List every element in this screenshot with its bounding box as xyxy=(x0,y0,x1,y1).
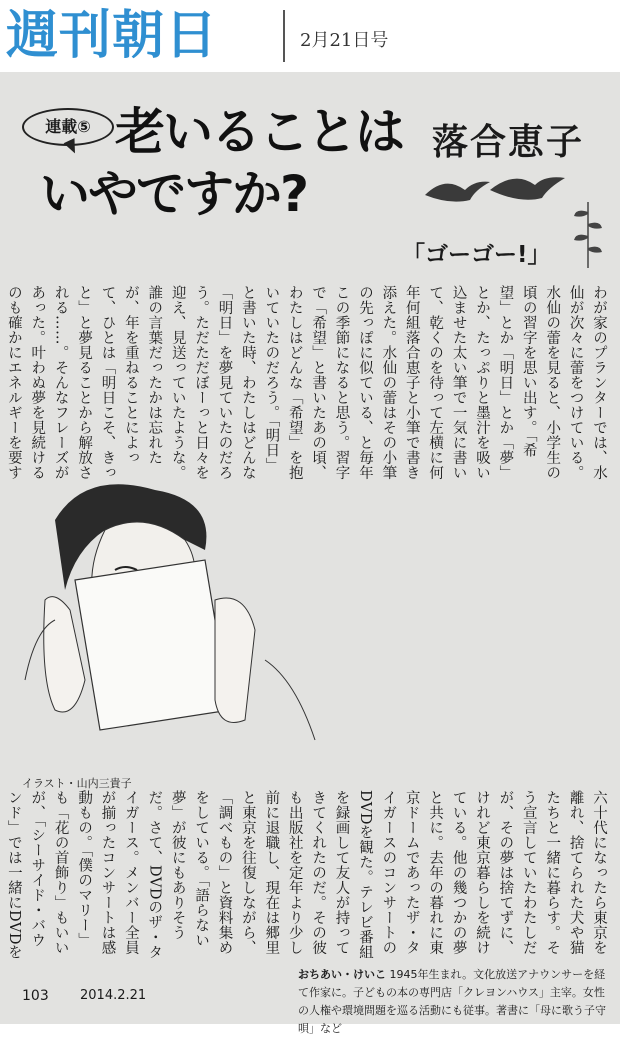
page-date: 2014.2.21 xyxy=(80,988,147,1003)
author-name: 落合恵子 xyxy=(432,121,585,163)
article-title-line2: いやですか? xyxy=(40,165,308,223)
masthead-divider xyxy=(283,10,285,62)
article-title-line1: 老いることは xyxy=(115,103,403,161)
bio-text: 1945年生まれ。文化放送アナウンサーを経て作家に。子どもの本の専門店「クレヨンハウス」主宰。女性の人権や環境問題を巡る活動にも従事。著書に「母に歌う子守唄」など xyxy=(298,968,606,1035)
author-bio xyxy=(298,966,608,1038)
body-text-upper: わが家のプランターでは、水仙が次々に蕾をつけている。水仙の蕾を見ると、小学生の頃の習字を思い出す。「希望」とか「明日」とか「夢」とか、たっぷりと墨汁を吸い込ませた太い筆で一気に書いて、乾くのを待って左横に何年何組落合恵子と小筆で書き添えた。水仙の蕾はその小筆の先っぽに似ている、と毎年この季節になると思う。習字で「希望」と書いたあの頃、わたしはどんな「希望」を抱いていたのだろう。「明日」と書いた時、わたしはどんな「明日」を夢見ていたのだろう。ただただぼーっと日々を迎え、見送っていたような。誰の言葉だったかは忘れたが、年を重ねることによって、ひとは「明日こそ、きっと」と夢見ることから解放される……。そんなフレーズがあった。叶わぬ夢を見続けるのも確かにエネルギーを要す xyxy=(5,285,607,480)
masthead xyxy=(0,0,410,72)
body-text-lower: 六十代になったら東京を離れ、捨てられた犬や猫たちと一緒に暮らす。そう宣言していたわたしだが、その夢は捨てずに、けれど東京暮らしを続けている。他の幾つかの夢と共に。去年の暮れに東京ドームであったザ・タイガースのコンサートのDVDを観た。テレビ番組を録画して友人が持ってきてくれたのだ。その彼も出版社を定年より少し前に退職し、現在は郷里と東京を往復しながら、「調べもの」と資料集めをしている。「語らない夢」が彼にもありそうだ。さて、DVDのザ・タイガース。メンバー全員が揃ったコンサートは感動もの。「僕のマリー」も「花の首飾り」もいいが、「シーサイド・バウンド」では一緒にDVDを xyxy=(5,790,607,960)
bio-name: おちあい・けいこ xyxy=(298,968,386,981)
article-subtitle: 「ゴーゴー!」 xyxy=(402,242,551,268)
issue-date: 2月21日号 xyxy=(300,30,389,51)
illustration-credit: イラスト・山内三貴子 xyxy=(22,777,132,790)
woman-holding-paper-illustration xyxy=(15,480,365,770)
page-number: 103 xyxy=(22,988,49,1004)
leaf-icon xyxy=(570,200,606,270)
magazine-logo: 週刊朝日 xyxy=(6,6,219,66)
series-badge: 連載⑤ xyxy=(22,108,114,146)
birds-illustration xyxy=(420,160,570,220)
